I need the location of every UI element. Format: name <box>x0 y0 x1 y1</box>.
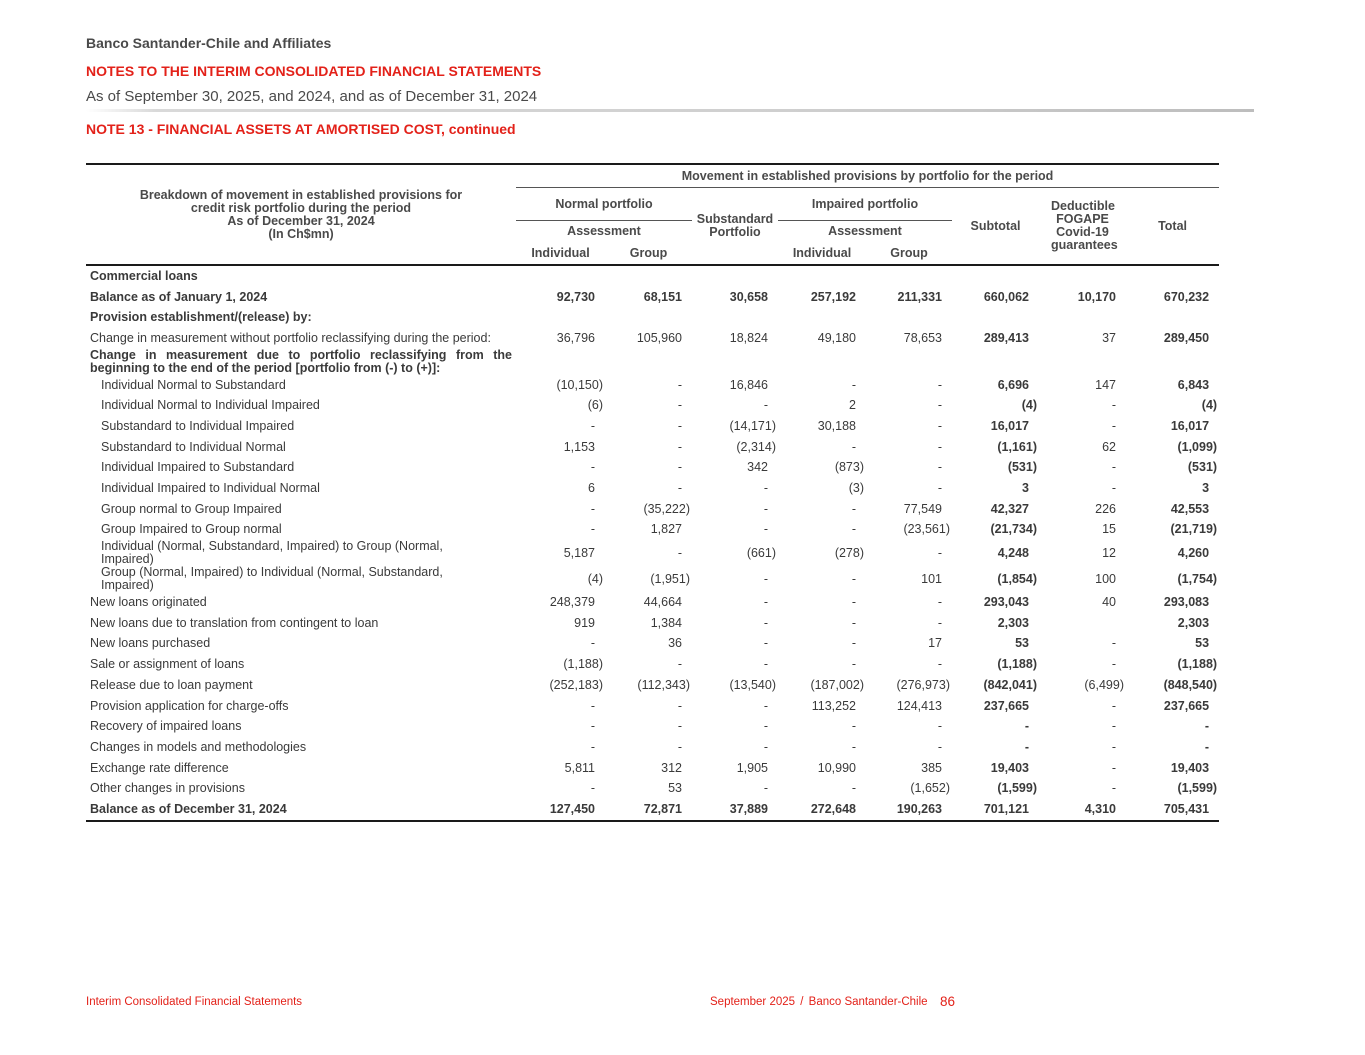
impaired-assessment-header: Assessment <box>828 224 902 238</box>
row-label: Release due to loan payment <box>90 677 253 692</box>
fogape-cell <box>1039 613 1126 634</box>
substandard-cell: - <box>763 657 768 672</box>
total-cell: (1,754) <box>1177 571 1218 586</box>
normal-group-cell: 72,871 <box>605 799 692 821</box>
impaired-individual-header: Individual <box>778 242 866 265</box>
normal-group-cell: - <box>677 398 682 413</box>
fogape-cell: 15 <box>1102 522 1116 537</box>
impaired-group-cell: - <box>937 418 942 433</box>
row-label: Balance as of December 31, 2024 <box>86 799 516 821</box>
table-row <box>86 328 1219 349</box>
normal-group-cell: - <box>677 657 682 672</box>
table-row <box>86 592 1219 613</box>
impaired-group-cell: 211,331 <box>897 289 942 304</box>
total-cell: 16,017 <box>1170 418 1210 433</box>
table-row <box>86 416 1219 437</box>
table-row <box>86 520 1219 541</box>
fogape-cell <box>1039 349 1126 375</box>
total-cell <box>1126 349 1219 375</box>
substandard-cell: (13,540) <box>729 677 776 692</box>
substandard-cell <box>692 307 778 328</box>
impaired-group-cell: - <box>937 377 942 392</box>
total-cell: 237,665 <box>1163 698 1210 713</box>
desc-header-line: As of December 31, 2024 <box>227 213 375 228</box>
substandard-cell: - <box>763 719 768 734</box>
substandard-cell: (661) <box>746 545 776 560</box>
impaired-individual-cell: 272,648 <box>778 799 866 821</box>
substandard-cell: - <box>763 522 768 537</box>
impaired-individual-cell: 10,990 <box>817 760 856 775</box>
substandard-cell: - <box>763 739 768 754</box>
total-cell: 6,843 <box>1177 377 1210 392</box>
normal-group-cell: 53 <box>668 781 682 796</box>
impaired-group-cell: (23,561) <box>903 522 950 537</box>
total-cell: 3 <box>1202 481 1210 496</box>
row-label: Exchange rate difference <box>90 760 229 775</box>
fogape-cell: 4,310 <box>1039 799 1126 821</box>
substandard-cell: - <box>763 781 768 796</box>
subtotal-cell: (1,188) <box>997 657 1037 672</box>
total-cell: 42,553 <box>1170 501 1210 516</box>
substandard-cell: 342 <box>747 460 768 475</box>
row-label: Sale or assignment of loans <box>90 657 245 672</box>
row-label: Substandard to Individual Impaired <box>101 418 295 433</box>
impaired-individual-cell: - <box>851 377 856 392</box>
impaired-group-cell: 190,263 <box>866 799 952 821</box>
substandard-cell: - <box>763 571 768 586</box>
substandard-cell: - <box>763 501 768 516</box>
table-row <box>86 307 1219 328</box>
table-row <box>86 675 1219 696</box>
table-row <box>86 265 1219 287</box>
total-cell <box>1126 265 1219 287</box>
normal-group-cell: - <box>677 481 682 496</box>
table-row <box>86 634 1219 655</box>
page-number: 86 <box>940 994 956 1009</box>
subtotal-cell: 53 <box>1015 636 1029 651</box>
subtotal-cell: (4) <box>1021 398 1037 413</box>
fogape-cell: 100 <box>1095 571 1116 586</box>
row-label: Group (Normal, Impaired) to Individual (Normal, Substandard, Impaired) <box>101 565 443 593</box>
substandard-cell <box>692 265 778 287</box>
footer-separator: / <box>800 996 804 1008</box>
fogape-cell: - <box>1111 760 1116 775</box>
total-cell: (21,719) <box>1170 522 1218 537</box>
impaired-group-cell: 124,413 <box>896 698 942 713</box>
subtotal-cell: 660,062 <box>983 289 1029 304</box>
impaired-group-cell: - <box>937 481 942 496</box>
subtotal-cell: 6,696 <box>997 377 1029 392</box>
impaired-individual-cell: 49,180 <box>817 330 856 345</box>
table-row <box>86 349 1219 375</box>
impaired-group-cell: 101 <box>921 571 942 586</box>
total-cell: 19,403 <box>1170 760 1210 775</box>
impaired-individual-cell: - <box>851 739 856 754</box>
table-row <box>86 437 1219 458</box>
table-row <box>86 758 1219 779</box>
fogape-cell: 147 <box>1095 377 1116 392</box>
fogape-cell: - <box>1111 698 1116 713</box>
normal-individual-cell: - <box>590 522 595 537</box>
subtotal-cell: (1,161) <box>997 439 1037 454</box>
fogape-cell: - <box>1111 739 1116 754</box>
normal-individual-cell: - <box>590 636 595 651</box>
impaired-group-cell: 385 <box>921 760 942 775</box>
table-row <box>86 778 1219 799</box>
impaired-individual-cell: (278) <box>834 545 864 560</box>
total-cell: 705,431 <box>1126 799 1219 821</box>
total-cell: (1,599) <box>1177 781 1218 796</box>
impaired-individual-cell: - <box>851 501 856 516</box>
footer-date: September 2025 <box>710 996 796 1008</box>
table-row <box>86 540 1219 566</box>
impaired-group-cell <box>866 349 952 375</box>
impaired-group-cell: - <box>937 615 942 630</box>
subtotal-header: Subtotal <box>952 188 1039 266</box>
substandard-cell: - <box>763 698 768 713</box>
normal-group-cell: 312 <box>661 760 682 775</box>
normal-individual-cell: 6 <box>588 481 595 496</box>
row-label: New loans originated <box>90 595 207 610</box>
total-cell: (1,188) <box>1177 657 1218 672</box>
substandard-cell: - <box>763 595 768 610</box>
table-row <box>86 287 1219 308</box>
subtotal-cell: 16,017 <box>990 418 1029 433</box>
impaired-group-cell: 77,549 <box>903 501 942 516</box>
table-body <box>86 265 1219 821</box>
normal-individual-cell: - <box>590 781 595 796</box>
fogape-cell: 37 <box>1102 330 1116 345</box>
normal-individual-cell: - <box>590 739 595 754</box>
substandard-portfolio-header: Substandard Portfolio <box>692 188 778 266</box>
notes-title: NOTES TO THE INTERIM CONSOLIDATED FINANCIAL STATEMENTS <box>86 63 542 79</box>
fogape-cell: - <box>1111 460 1116 475</box>
row-label: Substandard to Individual Normal <box>101 439 286 454</box>
substandard-cell: - <box>763 636 768 651</box>
row-label: New loans purchased <box>90 636 211 651</box>
impaired-individual-cell: 113,252 <box>811 698 856 713</box>
subtotal-cell: (1,599) <box>997 781 1037 796</box>
footer-bank: Banco Santander-Chile <box>808 996 928 1008</box>
row-label: New loans due to translation from contingent to loan <box>90 615 379 630</box>
normal-individual-cell: 92,730 <box>556 289 595 304</box>
impaired-group-cell: - <box>937 595 942 610</box>
normal-individual-cell: (4) <box>587 571 603 586</box>
subtotal-cell: 289,413 <box>983 330 1029 345</box>
substandard-cell: - <box>763 615 768 630</box>
impaired-individual-cell: (873) <box>834 460 864 475</box>
subtotal-cell: (1,854) <box>997 571 1037 586</box>
impaired-individual-cell: - <box>851 636 856 651</box>
substandard-cell <box>692 349 778 375</box>
fogape-cell <box>1039 265 1126 287</box>
total-cell: 670,232 <box>1163 289 1210 304</box>
normal-group-cell: (1,951) <box>650 571 690 586</box>
impaired-group-cell: 78,653 <box>903 330 942 345</box>
impaired-individual-cell: (187,002) <box>810 677 864 692</box>
impaired-individual-cell: - <box>851 657 856 672</box>
table-row <box>86 478 1219 499</box>
row-label: Other changes in provisions <box>90 781 245 796</box>
normal-group-cell <box>605 307 692 328</box>
subtotal-cell: 19,403 <box>990 760 1029 775</box>
normal-individual-cell: 1,153 <box>563 439 595 454</box>
row-label: Individual Impaired to Substandard <box>101 460 295 475</box>
impaired-individual-cell: - <box>851 781 856 796</box>
subtotal-cell: (842,041) <box>983 677 1037 692</box>
fogape-header: Deductible FOGAPE Covid-19 guarantees <box>1039 188 1126 266</box>
impaired-individual-cell <box>778 349 866 375</box>
normal-individual-cell: - <box>590 698 595 713</box>
fogape-cell: - <box>1111 719 1116 734</box>
impaired-group-cell: - <box>937 545 942 560</box>
footer-date-bank <box>710 996 928 1008</box>
table-row <box>86 375 1219 396</box>
row-label: Change in measurement without portfolio reclassifying during the period: <box>90 330 491 345</box>
subtotal-cell: - <box>1024 719 1029 734</box>
subtotal-cell <box>952 307 1039 328</box>
total-cell: (1,099) <box>1177 439 1218 454</box>
impaired-individual-cell: - <box>851 439 856 454</box>
impaired-individual-cell: - <box>851 615 856 630</box>
normal-individual-cell: (10,150) <box>556 377 603 392</box>
note-title: NOTE 13 - FINANCIAL ASSETS AT AMORTISED COST, continued <box>86 121 516 137</box>
subtotal-cell: (531) <box>1007 460 1037 475</box>
table-row <box>86 395 1219 416</box>
substandard-cell: 18,824 <box>729 330 768 345</box>
table-row <box>86 696 1219 717</box>
normal-individual-cell: - <box>590 460 595 475</box>
normal-individual-cell <box>516 307 605 328</box>
impaired-individual-cell: 257,192 <box>810 289 856 304</box>
normal-individual-cell: 5,811 <box>564 760 595 775</box>
impaired-group-cell: - <box>937 739 942 754</box>
impaired-group-cell: (1,652) <box>910 781 950 796</box>
total-header: Total <box>1126 188 1219 266</box>
total-cell: 289,450 <box>1163 330 1210 345</box>
desc-header-line: credit risk portfolio during the period <box>190 200 412 215</box>
normal-individual-cell: 919 <box>574 615 595 630</box>
substandard-cell: 1,905 <box>736 760 768 775</box>
subtotal-cell: 42,327 <box>990 501 1029 516</box>
desc-header-line: Breakdown of movement in established provisions for <box>139 187 463 202</box>
normal-portfolio-header: Normal portfolio <box>516 188 692 221</box>
impaired-group-cell: - <box>937 460 942 475</box>
total-cell: (848,540) <box>1163 677 1218 692</box>
normal-individual-cell: - <box>590 719 595 734</box>
total-cell: - <box>1204 719 1210 734</box>
normal-individual-cell: - <box>590 418 595 433</box>
impaired-group-cell: - <box>937 719 942 734</box>
normal-individual-header: Individual <box>516 242 605 265</box>
row-label: Individual (Normal, Substandard, Impaired) to Group (Normal, Impaired) <box>101 539 443 567</box>
row-label: Balance as of January 1, 2024 <box>90 289 268 304</box>
table-row <box>86 613 1219 634</box>
description-header <box>86 164 516 265</box>
impaired-individual-cell: 2 <box>849 398 856 413</box>
subtotal-cell <box>952 265 1039 287</box>
table-row <box>86 566 1219 592</box>
normal-individual-cell <box>516 349 605 375</box>
table-row <box>86 654 1219 675</box>
subtotal-cell: 701,121 <box>952 799 1039 821</box>
impaired-individual-cell: - <box>851 595 856 610</box>
total-cell: (4) <box>1201 398 1218 413</box>
fogape-cell: 40 <box>1102 595 1116 610</box>
impaired-group-cell <box>866 265 952 287</box>
table-row <box>86 737 1219 758</box>
fogape-cell: - <box>1111 657 1116 672</box>
impaired-individual-cell: - <box>851 522 856 537</box>
normal-group-cell: 1,384 <box>650 615 682 630</box>
impaired-individual-cell: 30,188 <box>817 418 856 433</box>
normal-group-cell: - <box>677 439 682 454</box>
row-label: Change in measurement due to portfolio reclassifying from the beginning to the end of the period [portfolio from (-) to (+)]: <box>90 347 512 375</box>
fogape-cell <box>1039 307 1126 328</box>
total-cell: 4,260 <box>1177 545 1210 560</box>
row-label: Provision establishment/(release) by: <box>90 310 312 325</box>
normal-individual-cell: 127,450 <box>516 799 605 821</box>
row-label: Changes in models and methodologies <box>90 739 307 754</box>
total-cell: 2,303 <box>1177 615 1210 630</box>
normal-group-cell: 36 <box>668 636 682 651</box>
impaired-group-cell <box>866 307 952 328</box>
impaired-group-cell: (276,973) <box>896 677 950 692</box>
normal-individual-cell <box>516 265 605 287</box>
normal-individual-cell: (252,183) <box>549 677 603 692</box>
normal-individual-cell: 5,187 <box>563 545 595 560</box>
impaired-group-cell: - <box>937 439 942 454</box>
subtotal-cell: 2,303 <box>997 615 1029 630</box>
impaired-individual-cell: - <box>851 719 856 734</box>
normal-group-cell: - <box>677 460 682 475</box>
normal-group-cell: (35,222) <box>643 501 690 516</box>
row-label: Individual Normal to Substandard <box>101 377 286 392</box>
normal-group-cell: - <box>677 739 682 754</box>
subtotal-cell: 237,665 <box>983 698 1029 713</box>
date-line: As of September 30, 2025, and 2024, and as of December 31, 2024 <box>86 88 538 105</box>
row-label: Recovery of impaired loans <box>90 719 242 734</box>
total-cell: (531) <box>1187 460 1218 475</box>
row-label: Individual Normal to Individual Impaired <box>101 398 320 413</box>
impaired-individual-cell <box>778 307 866 328</box>
subtotal-cell: - <box>1024 739 1029 754</box>
header-divider <box>86 109 1254 112</box>
subtotal-cell: 293,043 <box>983 595 1029 610</box>
substandard-cell: - <box>763 398 768 413</box>
row-label: Commercial loans <box>90 268 198 283</box>
fogape-cell: 226 <box>1095 501 1116 516</box>
subtotal-cell <box>952 349 1039 375</box>
provisions-table <box>86 163 1219 822</box>
normal-individual-cell: - <box>590 501 595 516</box>
substandard-cell: 37,889 <box>692 799 778 821</box>
substandard-cell: - <box>763 481 768 496</box>
fogape-cell: - <box>1111 398 1116 413</box>
impaired-group-header: Group <box>866 242 952 265</box>
normal-group-cell: 44,664 <box>643 595 682 610</box>
impaired-group-cell: - <box>937 398 942 413</box>
fogape-cell: - <box>1111 418 1116 433</box>
table-row <box>86 716 1219 737</box>
group-header: Movement in established provisions by portfolio for the period <box>516 164 1219 188</box>
impaired-individual-cell: (3) <box>848 481 864 496</box>
row-label: Provision application for charge-offs <box>90 698 289 713</box>
table-row <box>86 799 1219 821</box>
normal-individual-cell: 36,796 <box>556 330 595 345</box>
total-cell: 53 <box>1195 636 1210 651</box>
total-cell <box>1126 307 1219 328</box>
fogape-cell: - <box>1111 481 1116 496</box>
table-row <box>86 458 1219 479</box>
normal-group-cell: - <box>677 418 682 433</box>
impaired-group-cell: 17 <box>928 636 942 651</box>
normal-group-cell: - <box>677 698 682 713</box>
normal-group-cell: 105,960 <box>636 330 682 345</box>
fogape-cell: 12 <box>1102 545 1116 560</box>
impaired-portfolio-header: Impaired portfolio <box>778 188 952 221</box>
fogape-cell: 10,170 <box>1077 289 1116 304</box>
normal-individual-cell: (1,188) <box>563 657 603 672</box>
fogape-cell: (6,499) <box>1084 677 1124 692</box>
impaired-individual-cell: - <box>851 571 856 586</box>
total-cell: 293,083 <box>1163 595 1210 610</box>
subtotal-cell: (21,734) <box>990 522 1037 537</box>
desc-header-line: (In Ch$mn) <box>268 226 334 241</box>
normal-assessment-header: Assessment <box>567 224 641 238</box>
row-label: Group Impaired to Group normal <box>101 522 282 537</box>
row-label: Individual Impaired to Individual Normal <box>101 481 320 496</box>
fogape-cell: - <box>1111 781 1116 796</box>
normal-group-cell: - <box>677 377 682 392</box>
subtotal-cell: 3 <box>1022 481 1029 496</box>
impaired-group-cell: - <box>937 657 942 672</box>
normal-group-cell <box>605 265 692 287</box>
normal-group-cell: (112,343) <box>637 677 690 692</box>
normal-group-cell: 68,151 <box>643 289 682 304</box>
normal-group-cell <box>605 349 692 375</box>
normal-individual-cell: 248,379 <box>549 595 595 610</box>
normal-group-cell: - <box>677 719 682 734</box>
substandard-cell: 30,658 <box>729 289 768 304</box>
normal-individual-cell: (6) <box>587 398 603 413</box>
fogape-cell: 62 <box>1102 439 1116 454</box>
fogape-cell: - <box>1111 636 1116 651</box>
normal-group-header: Group <box>605 242 692 265</box>
table-row <box>86 499 1219 520</box>
substandard-cell: (14,171) <box>729 418 776 433</box>
substandard-cell: 16,846 <box>729 377 768 392</box>
substandard-cell: (2,314) <box>736 439 776 454</box>
subtotal-cell: 4,248 <box>997 545 1029 560</box>
impaired-individual-cell <box>778 265 866 287</box>
company-name: Banco Santander-Chile and Affiliates <box>86 35 332 51</box>
normal-group-cell: - <box>677 545 682 560</box>
row-label: Group normal to Group Impaired <box>101 501 282 516</box>
total-cell: - <box>1204 739 1210 754</box>
footer-report-name: Interim Consolidated Financial Statements <box>86 996 303 1008</box>
normal-group-cell: 1,827 <box>650 522 682 537</box>
